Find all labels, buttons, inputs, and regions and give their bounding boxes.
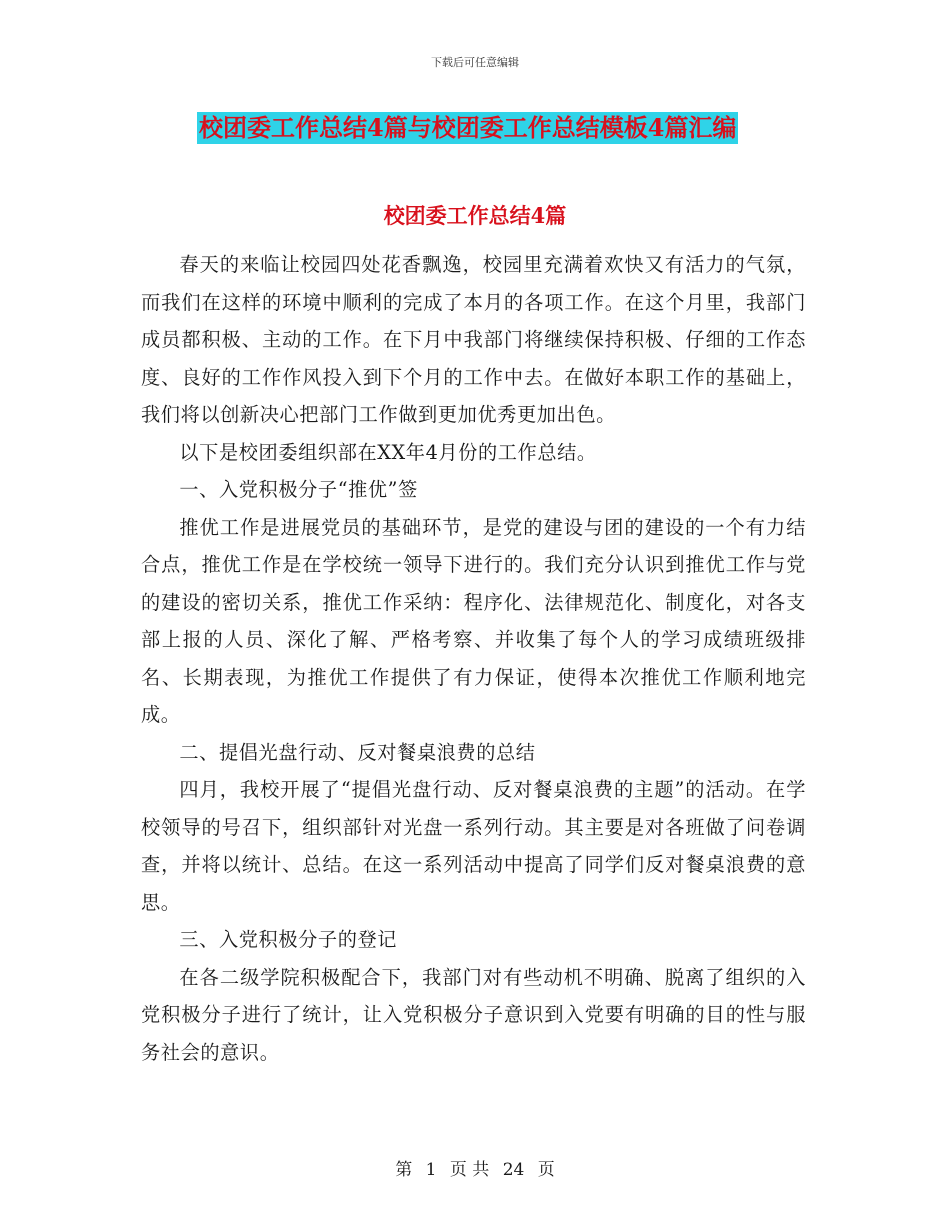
header-note: 下载后可任意编辑 <box>431 56 519 69</box>
heading-item-3: 三、入党积极分子的登记 <box>179 928 398 951</box>
footer-total-pages: 24 <box>502 1160 525 1180</box>
heading-item-1: 一、入党积极分子“推优”签 <box>179 478 418 501</box>
footer-suffix: 页 <box>537 1160 555 1180</box>
page-footer <box>0 1155 950 1180</box>
footer-page-number: 1 <box>425 1160 437 1180</box>
paragraph-overview: 以下是校团委组织部在XX年4月份的工作总结。 <box>179 440 597 464</box>
document-body <box>141 246 806 1071</box>
paragraph-item-3: 在各二级学院积极配合下，我部门对有些动机不明确、脱离了组织的入党积极分子进行了统计，让入党积极分子意识到入党要有明确的目的性与服务社会的意识。 <box>141 965 806 1064</box>
section-title: 校团委工作总结4篇 <box>383 203 567 228</box>
footer-middle: 页 共 <box>449 1160 490 1180</box>
heading-item-2: 二、提倡光盘行动、反对餐桌浪费的总结 <box>179 740 536 764</box>
paragraph-intro: 春天的来临让校园四处花香飘逸，校园里充满着欢快又有活力的气氛，而我们在这样的环境中顺利的完成了本月的各项工作。在这个月里，我部门成员都积极、主动的工作。在下月中我部门将继续保持积极、仔细的工作态度、良好的工作作风投入到下个月的工作中去。在做好本职工作的基础上，我们将以创新决心把部门工作做到更加优秀更加出色。 <box>141 253 806 426</box>
footer-prefix: 第 <box>395 1160 413 1180</box>
paragraph-item-1: 推优工作是进展党员的基础环节，是党的建设与团的建设的一个有力结合点，推优工作是在学校统一领导下进行的。我们充分认识到推优工作与党的建设的密切关系，推优工作采纳：程序化、法律规范化、制度化，对各支部上报的人员、深化了解、严格考察、并收集了每个人的学习成绩班级排名、长期表现，为推优工作提供了有力保证，使得本次推优工作顺利地完成。 <box>141 515 806 726</box>
paragraph-item-2: 四月，我校开展了“提倡光盘行动、反对餐桌浪费的主题”的活动。在学校领导的号召下，组织部针对光盘一系列行动。其主要是对各班做了问卷调查，并将以统计、总结。在这一系列活动中提高了同学们反对餐桌浪费的意思。 <box>141 778 806 914</box>
document-title: 校团委工作总结4篇与校团委工作总结模板4篇汇编 <box>199 113 737 142</box>
